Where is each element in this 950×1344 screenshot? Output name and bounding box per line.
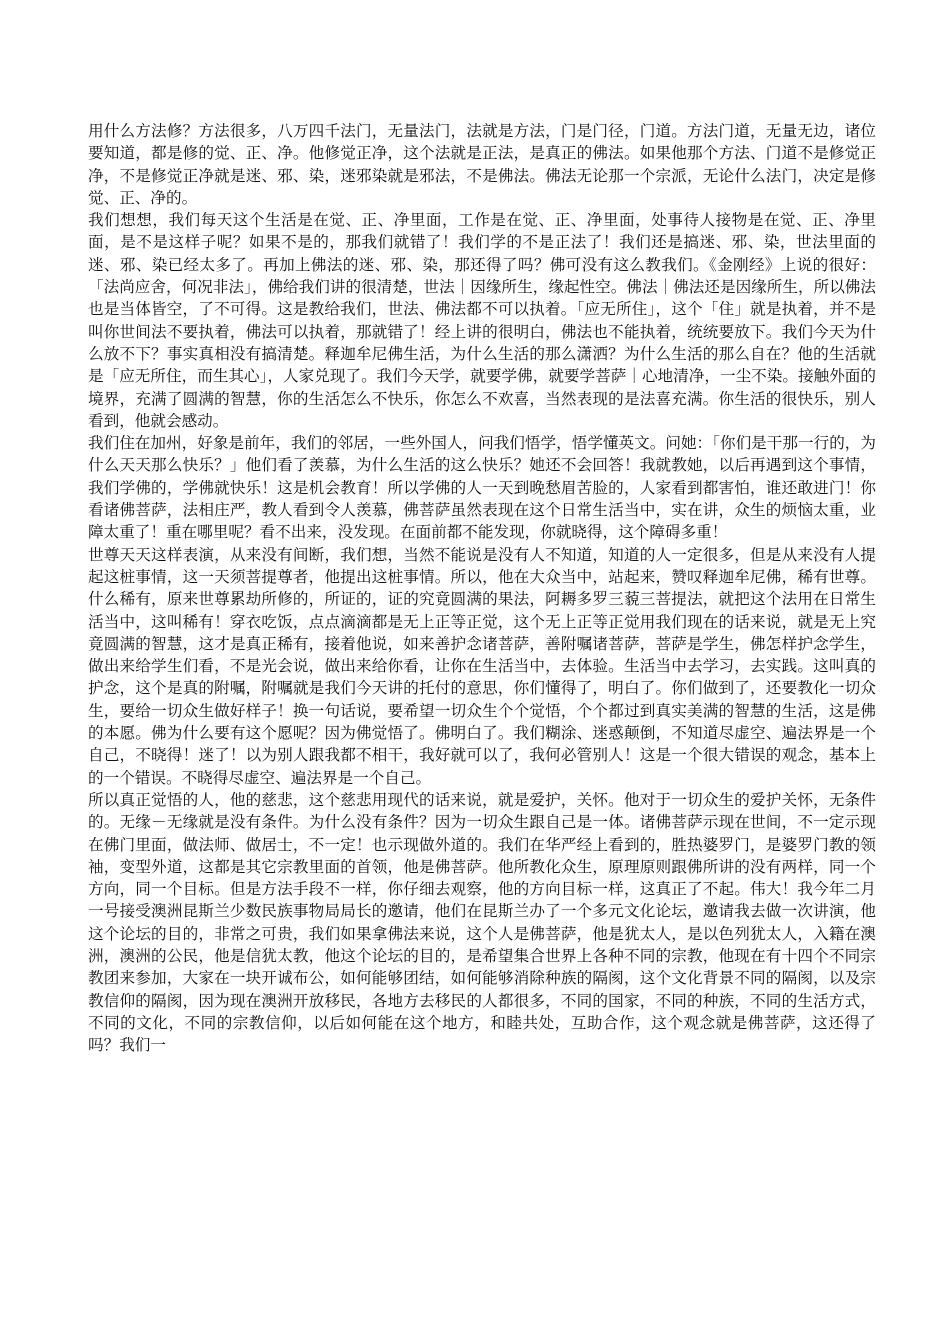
paragraph: 所以真正觉悟的人，他的慈悲，这个慈悲用现代的话来说，就是爱护，关怀。他对于一切众生的爱护关怀，无条件的。无缘－无缘就是没有条件。为什么没有条件？因为一切众生跟自己是一体。诸佛菩萨示现在世间，不一定示现在佛门里面，做法师、做居士，不一定！也示现做外道的。我们在华严经上看到的，胜热婆罗门，是婆罗门教的领袖，变型外道，这都是其它宗教里面的首领，他是佛菩萨。他所教化众生，原理原则跟佛所讲的没有两样，同一个方向，同一个目标。但是方法手段不一样，你仔细去观察，他的方向目标一样，这真正了不起。伟大！我今年二月一号接受澳洲昆斯兰少数民族事物局局长的邀请，他们在昆斯兰办了一个多元文化论坛，邀请我去做一次讲演，他这个论坛的目的，非常之可贵，我们如果拿佛法来说，这个人是佛菩萨，他是犹太人，是以色列犹太人，入籍在澳洲，澳洲的公民，他是信犹太教，他这个论坛的目的，是希望集合世界上各种不同的宗教，他现在有十四个不同宗教团来参加，大家在一块开诚布公，如何能够团结，如何能够消除种族的隔阂，这个文化背景不同的隔阂，以及宗教信仰的隔阂，因为现在澳洲开放移民，各地方去移民的人都很多，不同的国家，不同的种族，不同的生活方式，不同的文化，不同的宗教信仰，以后如何能在这个地方，和睦共处，互助合作，这个观念就是佛菩萨，这还得了吗？我们一 xyxy=(88,790,876,1055)
document-body xyxy=(88,120,876,1056)
paragraph: 我们想想，我们每天这个生活是在觉、正、净里面，工作是在觉、正、净里面，处事待人接物是在觉、正、净里面，是不是这样子呢？如果不是的，那我们就错了！我们学的不是正法了！我们还是搞迷、邪、染，世法里面的迷、邪、染已经太多了。再加上佛法的迷、邪、染，那还得了吗？佛可没有这么教我们。《金刚经》上说的很好：「法尚应舍，何况非法」，佛给我们讲的很清楚，世法｜因缘所生，缘起性空。佛法｜佛法还是因缘所生，所以佛法也是当体皆空，了不可得。这是教给我们，世法、佛法都不可以执着。「应无所住」，这个「住」就是执着，并不是叫你世间法不要执着，佛法可以执着，那就错了！经上讲的很明白，佛法也不能执着，统统要放下。我们今天为什么放不下？事实真相没有搞清楚。释迦牟尼佛生活，为什么生活的那么潇洒？为什么生活的那么自在？他的生活就是「应无所住，而生其心」，人家兑现了。我们今天学，就要学佛，就要学菩萨｜心地清净，一尘不染。接触外面的境界，充满了圆满的智慧，你的生活怎么不快乐，你怎么不欢喜，当然表现的是法喜充满。你生活的很快乐，别人看到，他就会感动。 xyxy=(88,211,876,430)
paragraph: 用什么方法修？方法很多，八万四千法门，无量法门，法就是方法，门是门径，门道。方法门道，无量无边，诸位要知道，都是修的觉、正、净。他修觉正净，这个法就是正法，是真正的佛法。如果他那个方法、门道不是修觉正净，不是修觉正净就是迷、邪、染，迷邪染就是邪法，不是佛法。佛法无论那一个宗派，无论什么法门，决定是修觉、正、净的。 xyxy=(88,122,876,207)
paragraph: 我们住在加州，好象是前年，我们的邻居，一些外国人，问我们悟学，悟学懂英文。问她：「你们是干那一行的，为什么天天那么快乐？」他们看了羡慕，为什么生活的这么快乐？她还不会回答！我就教她，以后再遇到这个事情，我们学佛的，学佛就快乐！这是机会教育！所以学佛的人一天到晚愁眉苦脸的，人家看到都害怕，谁还敢进门！你看诸佛菩萨，法相庄严，教人看到令人羡慕，佛菩萨虽然表现在这个日常生活当中，实在讲，众生的烦恼太重，业障太重了！重在哪里呢？看不出来，没发现。在面前都不能发现，你就晓得，这个障碍多重！ xyxy=(88,434,876,542)
paragraph: 世尊天天这样表演，从来没有间断，我们想，当然不能说是没有人不知道，知道的人一定很多，但是从来没有人提起这桩事情，这一天须菩提尊者，他提出这桩事情。所以，他在大众当中，站起来，赞叹释迦牟尼佛，稀有世尊。什么稀有，原来世尊累劫所修的，所证的，证的究竟圆满的果法，阿耨多罗三藐三菩提法，就把这个法用在日常生活当中，这叫稀有！穿衣吃饭，点点滴滴都是无上正等正觉，这个无上正等正觉用我们现在的话来说，就是无上究竟圆满的智慧，这才是真正稀有，接着他说，如来善护念诸菩萨，善附嘱诸菩萨，菩萨是学生，佛怎样护念学生，做出来给学生们看，不是光会说，做出来给你看，让你在生活当中，去体验。生活当中去学习，去实践。这叫真的护念，这个是真的附嘱，附嘱就是我们今天讲的托付的意思，你们懂得了，明白了。你们做到了，还要教化一切众生，要给一切众生做好样子！换一句话说，要希望一切众生个个觉悟，个个都过到真实美满的智慧的生活，这是佛的本愿。佛为什么要有这个愿呢？因为佛觉悟了。佛明白了。我们糊涂、迷惑颠倒，不知道尽虚空、遍法界是一个自己，不晓得！迷了！以为别人跟我都不相干，我好就可以了，我何必管别人！这是一个很大错误的观念，基本上的一个错误。不晓得尽虚空、遍法界是一个自己。 xyxy=(88,545,876,787)
